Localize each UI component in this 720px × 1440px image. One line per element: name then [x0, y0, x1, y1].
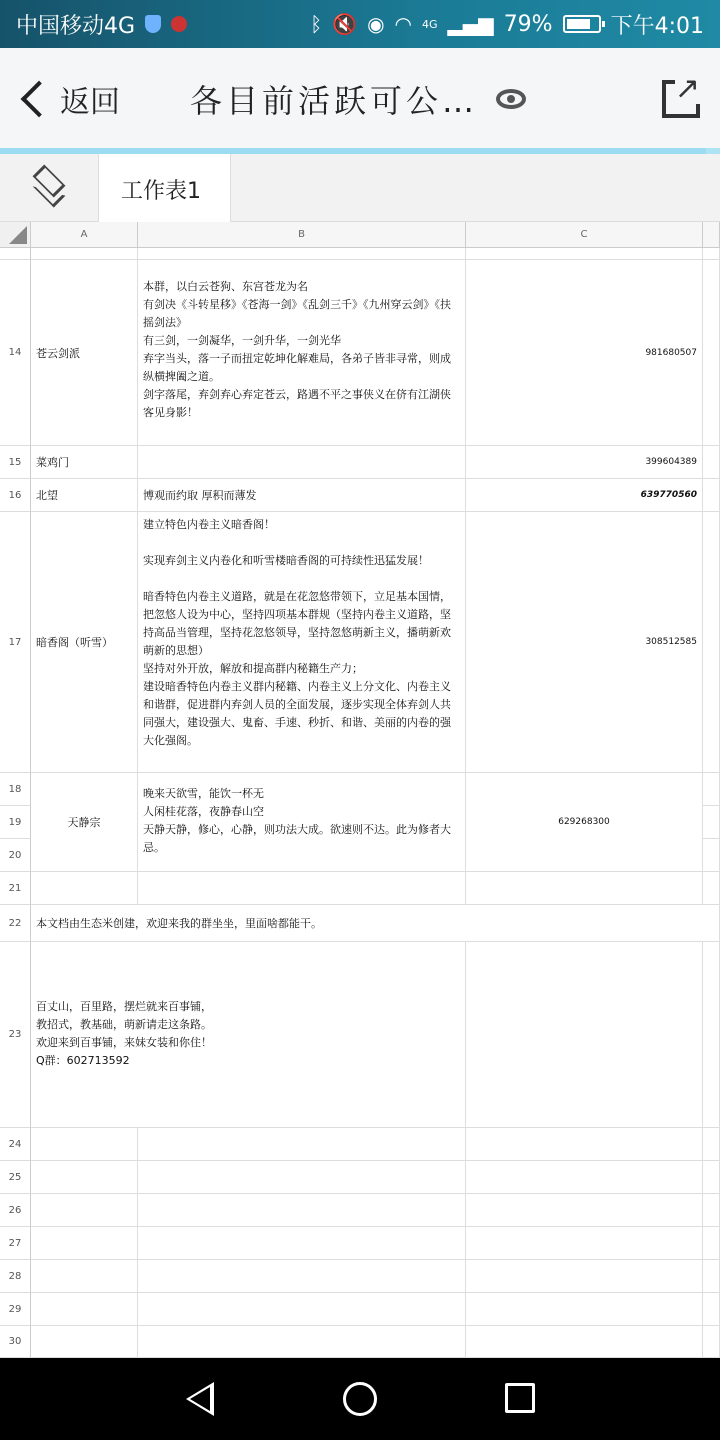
cell[interactable]: [703, 1260, 720, 1293]
table-row: [0, 512, 720, 773]
spreadsheet-grid[interactable]: [0, 222, 720, 1358]
wifi-icon: ◠: [394, 12, 412, 36]
back-label: 返回: [60, 85, 120, 120]
battery-fill: [567, 19, 591, 29]
cell-description[interactable]: 本群，以白云苍狗、东宫苍龙为名 有剑决《斗转星移》《苍海一剑》《乱剑三千》《九州穿云剑》《扶摇剑法》 有三剑，一剑凝华，一剑升华，一剑光华 弃字当头，落一子而扭定乾坤化解难局，各弟子皆非寻常，则成纵横捭阖之道。 剑字落尾，弃剑弃心弃定苍云，路遇不平之事侠义在侪有江湖侠客见身影！: [138, 260, 466, 446]
column-header-d[interactable]: [703, 222, 720, 248]
cell[interactable]: [703, 1161, 720, 1194]
nav-recents-icon[interactable]: [505, 1383, 535, 1413]
table-row: [0, 1326, 720, 1358]
cell[interactable]: [466, 1128, 703, 1161]
cell[interactable]: [703, 1128, 720, 1161]
cell[interactable]: [703, 806, 720, 839]
row-header[interactable]: 29: [0, 1293, 31, 1326]
row-header[interactable]: 30: [0, 1326, 31, 1358]
table-row: [0, 1260, 720, 1293]
cell[interactable]: [466, 1161, 703, 1194]
cell[interactable]: [31, 1128, 138, 1161]
back-button[interactable]: [0, 77, 190, 121]
cell[interactable]: [703, 1227, 720, 1260]
cell[interactable]: [703, 446, 720, 479]
row-header[interactable]: 16: [0, 479, 31, 512]
cell[interactable]: [703, 479, 720, 512]
cell[interactable]: [466, 872, 703, 905]
table-row: [0, 942, 720, 1128]
cell-name[interactable]: 暗香阁（听雪）: [31, 512, 138, 773]
table-row: [0, 1293, 720, 1326]
cell[interactable]: [703, 773, 720, 806]
clock: 下午4:01: [610, 13, 704, 39]
cell[interactable]: [703, 512, 720, 773]
bluetooth-icon: ᛒ: [310, 12, 323, 36]
cell[interactable]: [138, 248, 466, 260]
carrier-label: 中国移动4G: [16, 13, 136, 39]
system-nav-bar: [0, 1358, 720, 1440]
signal-icon: ▂▄▆: [447, 12, 494, 36]
cell-group-number[interactable]: 981680507: [466, 260, 703, 446]
row-header[interactable]: 23: [0, 942, 31, 1128]
cell[interactable]: [703, 1194, 720, 1227]
cell[interactable]: [703, 839, 720, 872]
row-header[interactable]: 22: [0, 905, 31, 942]
cell-group-number[interactable]: 629268300: [466, 773, 703, 872]
tab-sheet1[interactable]: 工作表1: [98, 154, 231, 222]
table-row: [0, 1161, 720, 1194]
cell[interactable]: [466, 248, 703, 260]
cell-description[interactable]: 博观而约取 厚积而薄发: [138, 479, 466, 512]
title-bar: [0, 48, 720, 150]
chevron-left-icon: [21, 81, 58, 118]
table-row: [0, 1128, 720, 1161]
column-header-b[interactable]: B: [138, 222, 466, 248]
network-type-label: 4G: [422, 17, 438, 31]
row-header[interactable]: 20: [0, 839, 31, 872]
row-header[interactable]: 24: [0, 1128, 31, 1161]
cell-group-number[interactable]: 639770560: [466, 479, 703, 512]
sheet-tabs: [0, 154, 720, 222]
cell-name[interactable]: 天静宗: [31, 773, 138, 872]
open-external-icon[interactable]: [662, 80, 700, 118]
cell-note[interactable]: 本文档由生态米创建，欢迎来我的群坐坐，里面啥都能干。: [31, 905, 720, 942]
notification-badge-icon: [171, 16, 187, 32]
table-row: [0, 1194, 720, 1227]
cell[interactable]: [31, 1293, 138, 1326]
table-row: [0, 446, 720, 479]
cell[interactable]: [466, 1326, 703, 1358]
select-all-corner[interactable]: [0, 222, 31, 248]
cell[interactable]: [138, 872, 466, 905]
row-header[interactable]: 18: [0, 773, 31, 806]
cell[interactable]: [703, 872, 720, 905]
cell[interactable]: [703, 248, 720, 260]
cell[interactable]: [31, 1326, 138, 1358]
eye-comfort-icon: ◉: [367, 12, 385, 36]
battery-percent: 79%: [503, 11, 553, 37]
cell[interactable]: [703, 260, 720, 446]
row-header[interactable]: [0, 248, 31, 260]
column-header-c[interactable]: C: [466, 222, 703, 248]
cell-description[interactable]: [138, 446, 466, 479]
document-title: 各目前活跃可公…: [190, 82, 479, 120]
cell[interactable]: [466, 1227, 703, 1260]
cell[interactable]: [703, 1293, 720, 1326]
cell[interactable]: [31, 1161, 138, 1194]
cell-description[interactable]: 晚来天欲雪，能饮一杯无 人闲桂花落，夜静春山空 天静天静，修心，心静，则功法大成。欲速则不达。此为修者大忌。: [138, 773, 466, 872]
cell[interactable]: [138, 1326, 466, 1358]
mute-icon: 🔇: [332, 12, 358, 36]
cell-name[interactable]: 北望: [31, 479, 138, 512]
table-row: [0, 905, 720, 942]
cell[interactable]: [31, 1194, 138, 1227]
layers-icon[interactable]: [28, 168, 72, 208]
cell[interactable]: [31, 1260, 138, 1293]
cell[interactable]: [138, 1260, 466, 1293]
row-header[interactable]: 25: [0, 1161, 31, 1194]
row-header[interactable]: 15: [0, 446, 31, 479]
eye-icon[interactable]: [496, 89, 526, 109]
battery-icon: [563, 15, 601, 33]
cell[interactable]: [31, 248, 138, 260]
table-row: [0, 872, 720, 905]
cell[interactable]: [703, 1326, 720, 1358]
cell[interactable]: [466, 942, 703, 1128]
cell[interactable]: [138, 1161, 466, 1194]
cell[interactable]: [466, 1260, 703, 1293]
cell[interactable]: [138, 1227, 466, 1260]
cell-name[interactable]: 菜鸡门: [31, 446, 138, 479]
cell-group-number[interactable]: 399604389: [466, 446, 703, 479]
cell-name[interactable]: 苍云剑派: [31, 260, 138, 446]
cell[interactable]: [466, 1293, 703, 1326]
row-header[interactable]: 17: [0, 512, 31, 773]
cell-ad[interactable]: 百丈山，百里路，摆烂就来百事铺， 教招式，教基础，萌新请走这条路。 欢迎来到百事铺，来妹女装和你住！ Q群：602713592: [31, 942, 466, 1128]
row-header[interactable]: 19: [0, 806, 31, 839]
table-row: [0, 1227, 720, 1260]
status-bar: [0, 0, 720, 48]
cell-group-number[interactable]: 308512585: [466, 512, 703, 773]
row-header[interactable]: 26: [0, 1194, 31, 1227]
table-row: [0, 248, 720, 260]
cell[interactable]: [466, 1194, 703, 1227]
table-row: [0, 260, 720, 446]
cell[interactable]: [703, 942, 720, 1128]
nav-home-icon[interactable]: [343, 1382, 377, 1416]
cell-description[interactable]: 建立特色内卷主义暗香阁！ 实现弃剑主义内卷化和听雪楼暗香阁的可持续性迅猛发展！ 暗香特色内卷主义道路，就是在花忽悠带领下，立足基本国情，把忽悠人设为中心，坚持四项基本群规（坚持内卷主义道路，坚持高品当管理，坚持花忽悠领导，坚持忽悠萌新主义，播萌新欢萌新的思想） 坚持对外开放，解放和提高群内秘籍生产力； 建设暗香特色内卷主义群内秘籍、内卷主义上分文化、内卷主义和谐群，促进群内弃剑人员的全面发展，逐步实现全体弃剑人共同强大，建设强大、鬼畜、手速、秒折、和谐、美丽的内卷的强大化强阁。: [138, 512, 466, 773]
row-header[interactable]: 14: [0, 260, 31, 446]
cell[interactable]: [138, 1194, 466, 1227]
cell[interactable]: [31, 1227, 138, 1260]
row-header[interactable]: 27: [0, 1227, 31, 1260]
table-row-merged: [0, 773, 720, 872]
cell[interactable]: [31, 872, 138, 905]
cell[interactable]: [138, 1128, 466, 1161]
row-header[interactable]: 21: [0, 872, 31, 905]
table-row: [0, 479, 720, 512]
column-header-a[interactable]: A: [31, 222, 138, 248]
row-header[interactable]: 28: [0, 1260, 31, 1293]
shield-icon: [145, 15, 161, 33]
nav-back-icon[interactable]: [186, 1382, 214, 1416]
cell[interactable]: [138, 1293, 466, 1326]
